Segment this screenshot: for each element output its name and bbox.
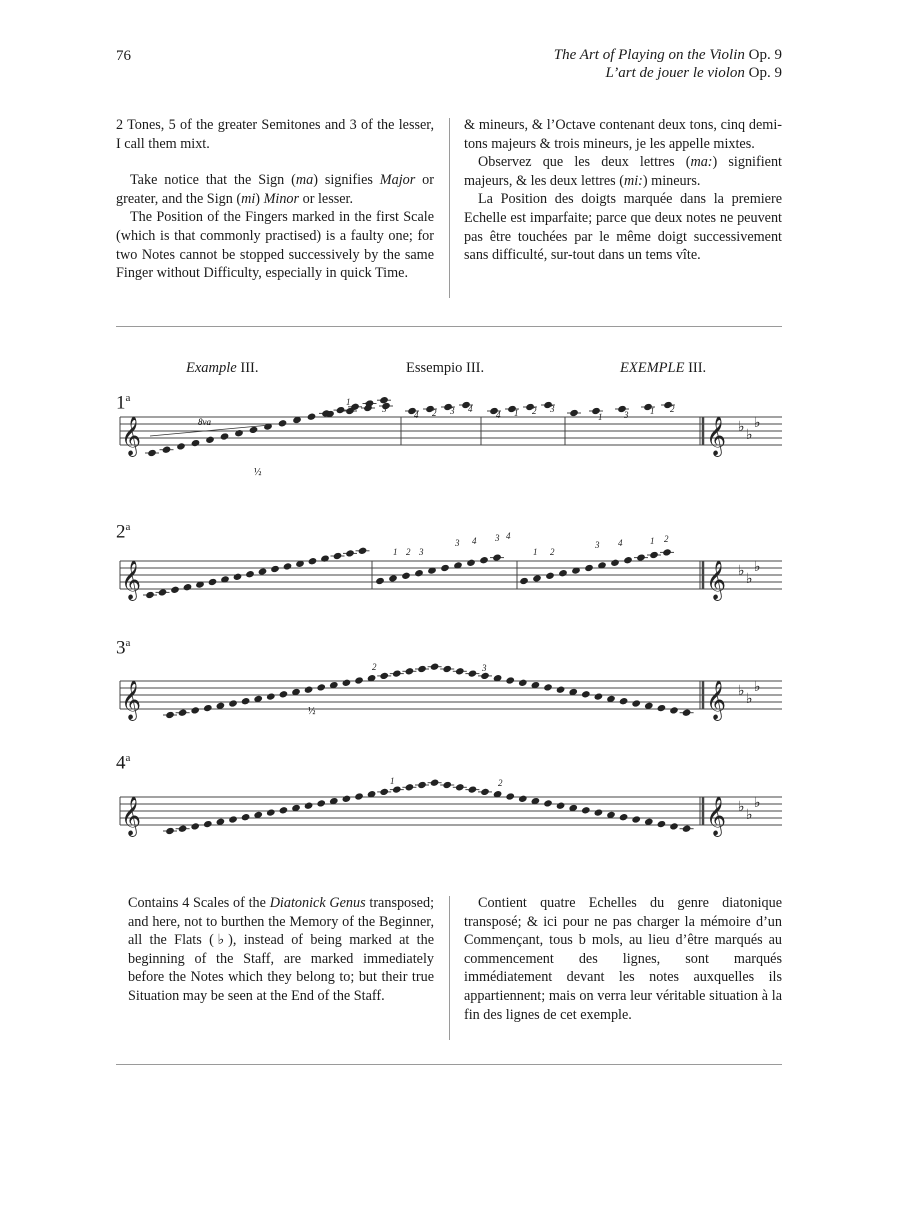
note-head	[205, 436, 215, 444]
bottom-english-column	[128, 894, 434, 1006]
note-head	[320, 554, 330, 562]
note-head	[440, 564, 450, 572]
note-head	[442, 781, 452, 789]
fingering-mark: 4	[506, 531, 511, 541]
note-head	[342, 795, 352, 803]
note-head	[333, 552, 343, 560]
note-head	[518, 795, 528, 803]
note-head	[594, 692, 604, 700]
running-head-opus-en: Op. 9	[748, 47, 782, 63]
top-english-p1: 2 Tones, 5 of the greater Semitones and 3 of the lesser, I call them mixt.	[116, 117, 434, 152]
note-head	[178, 825, 188, 833]
example-label-french: EXEMPLE III.	[620, 360, 707, 376]
note-head	[623, 556, 633, 564]
note-head	[556, 686, 566, 694]
staff-number-2: 2$^a$	[116, 521, 131, 543]
fingering-mark: 1	[393, 547, 398, 557]
fingering-mark: 4	[414, 410, 419, 420]
note-head	[455, 783, 465, 791]
note-head	[556, 802, 566, 810]
note-head	[442, 665, 452, 673]
bottom-french-column	[464, 894, 782, 1024]
note-head	[308, 557, 318, 565]
note-head	[401, 572, 411, 580]
fingering-mark: 3	[595, 540, 600, 550]
treble-clef-icon: 𝄞	[706, 682, 727, 719]
note-head	[379, 672, 389, 680]
note-head	[631, 699, 641, 707]
note-head	[662, 548, 672, 556]
fingering-mark: 1	[533, 547, 538, 557]
note-head	[190, 706, 200, 714]
flat-icon: ♭	[754, 796, 761, 811]
note-head	[392, 669, 402, 677]
fraction-mark-1: ½	[254, 467, 262, 478]
note-head	[178, 709, 188, 717]
note-head	[354, 792, 364, 800]
note-head	[519, 577, 529, 585]
staff-number-3: 3$^a$	[116, 637, 131, 659]
note-head	[569, 409, 579, 417]
note-head	[304, 802, 314, 810]
note-head	[619, 813, 629, 821]
fingering-mark: 2	[432, 408, 437, 418]
note-head	[584, 564, 594, 572]
treble-clef-icon: 𝄞	[121, 562, 142, 599]
note-head	[669, 706, 679, 714]
flat-icon: ♭	[738, 420, 745, 435]
note-head	[241, 697, 251, 705]
note-head	[165, 711, 175, 719]
fingering-mark: 3	[495, 533, 500, 543]
fingering-mark: 2	[664, 534, 669, 544]
rule-bottom	[116, 1064, 782, 1065]
note-head	[657, 704, 667, 712]
running-head-opus-fr: Op. 9	[748, 65, 782, 81]
note-head	[307, 413, 317, 421]
note-head	[379, 788, 389, 796]
note-head	[190, 822, 200, 830]
note-head	[581, 806, 591, 814]
note-head	[414, 569, 424, 577]
fingering-mark: 2	[406, 547, 411, 557]
note-head	[375, 577, 385, 585]
note-head	[270, 565, 280, 573]
note-head	[220, 432, 230, 440]
flat-icon: ♭	[738, 684, 745, 699]
staff-number-1: 1$^a$	[116, 392, 131, 414]
fingering-mark: 3	[624, 410, 629, 420]
fingering-mark: 4	[472, 536, 477, 546]
note-head	[468, 669, 478, 677]
fingering-mark: 3	[455, 538, 460, 548]
fingering-mark: 2	[364, 401, 369, 411]
fingering-mark: 1	[390, 776, 395, 786]
note-head	[208, 578, 218, 586]
fingering-mark: 3	[382, 404, 387, 414]
note-head	[145, 591, 155, 599]
flat-icon: ♭	[738, 564, 745, 579]
note-head	[203, 704, 213, 712]
flat-icon: ♭	[746, 428, 753, 443]
top-french-p2: Observez que les deux lettres (ma:) signifient majeurs, & les deux lettres (mi:) mineurs.	[464, 154, 782, 189]
note-head	[619, 697, 629, 705]
note-head	[203, 820, 213, 828]
note-head	[228, 699, 238, 707]
fingering-mark: 1	[650, 536, 655, 546]
fingering-mark: 3	[419, 547, 424, 557]
note-head	[430, 779, 440, 787]
note-head	[162, 446, 172, 454]
note-head	[266, 808, 276, 816]
treble-clef-icon: 𝄞	[121, 682, 142, 719]
treble-clef-icon: 𝄞	[121, 418, 142, 455]
top-french-p3: La Position des doigts marquée dans la premiere Echelle est imparfaite; parce que deux notes ne peuvent pas être touchées par le même doigt successivement sans difficulté, sur-tout dans un tems vîte.	[464, 191, 782, 264]
note-head	[316, 799, 326, 807]
example-label-english: Example III.	[186, 360, 259, 376]
fingering-mark: 4	[496, 410, 501, 420]
note-head	[417, 665, 427, 673]
note-head	[165, 827, 175, 835]
fingering-mark: 1	[514, 408, 519, 418]
flat-icon: ♭	[738, 800, 745, 815]
treble-clef-icon: 𝄞	[706, 562, 727, 599]
fingering-mark: 2	[498, 778, 503, 788]
note-head	[455, 667, 465, 675]
note-head	[245, 570, 255, 578]
note-head	[336, 406, 346, 414]
note-head	[479, 556, 489, 564]
flat-icon: ♭	[746, 692, 753, 707]
note-head	[518, 679, 528, 687]
fingering-mark: 1	[598, 412, 603, 422]
fingering-mark: 2	[532, 406, 537, 416]
note-head	[183, 583, 193, 591]
note-head	[304, 686, 314, 694]
treble-clef-icon: 𝄞	[706, 418, 727, 455]
top-english-p2: Take notice that the Sign (ma) signifies Major or greater, and the Sign (mi) Minor or lesser.	[116, 172, 434, 207]
fingering-mark: 1	[650, 406, 655, 416]
top-english-p3: The Position of the Fingers marked in the first Scale (which is that commonly practised) is a faulty one; for two Notes cannot be stopped successively by the same Finger without Difficulty, especially in quick Time.	[116, 209, 434, 282]
fingering-mark: 2	[670, 404, 675, 414]
note-head	[558, 569, 568, 577]
note-head	[191, 439, 201, 447]
note-head	[405, 783, 415, 791]
note-head	[610, 559, 620, 567]
note-head	[543, 799, 553, 807]
note-head	[649, 551, 659, 559]
running-head-title-en: The Art of Playing on the Violin	[553, 47, 745, 63]
top-french-p1: & mineurs, & l’Octave contenant deux tons, cinq demi-tons majeurs & trois mineurs, je les appelle mixtes.	[464, 117, 782, 152]
treble-clef-icon: 𝄞	[706, 798, 727, 835]
fraction-mark-3: ½	[308, 706, 316, 717]
note-head	[505, 792, 515, 800]
note-head	[316, 683, 326, 691]
note-head	[682, 709, 692, 717]
fingering-mark: 3	[450, 406, 455, 416]
flat-icon: ♭	[754, 680, 761, 695]
page-number: 76	[116, 48, 131, 64]
note-head	[354, 676, 364, 684]
note-head	[279, 690, 289, 698]
note-head	[545, 572, 555, 580]
note-head	[657, 820, 667, 828]
note-head	[342, 679, 352, 687]
fingering-mark: 4	[468, 404, 473, 414]
note-head	[392, 785, 402, 793]
bottom-english-text: Contains 4 Scales of the Diatonick Genus transposed; and here, not to burthen the Memory of the Beginner, all the Flats (♭), instead of being marked at the beginning of the Staff, are marked immediately before the Notes which they belong to; but their true Situation may be seen at the End of the Staff.	[128, 895, 435, 1004]
note-head	[466, 559, 476, 567]
note-head	[682, 825, 692, 833]
note-head	[417, 781, 427, 789]
staff-number-4: 4$^a$	[116, 752, 131, 774]
note-head	[468, 785, 478, 793]
note-head	[430, 663, 440, 671]
note-head	[147, 449, 157, 457]
flat-icon: ♭	[754, 560, 761, 575]
note-head	[581, 690, 591, 698]
flat-icon: ♭	[746, 572, 753, 587]
note-head	[505, 676, 515, 684]
fingering-mark: 1	[346, 397, 351, 407]
note-head	[241, 813, 251, 821]
running-head-title-fr: L’art de jouer le violon	[605, 65, 745, 81]
note-head	[228, 815, 238, 823]
flat-icon: ♭	[746, 808, 753, 823]
fingering-mark: 2	[550, 547, 555, 557]
treble-clef-icon: 𝄞	[121, 798, 142, 835]
fingering-mark: 3	[482, 663, 487, 673]
note-head	[283, 562, 293, 570]
note-head	[594, 808, 604, 816]
note-head	[233, 573, 243, 581]
note-head	[405, 667, 415, 675]
note-head	[279, 806, 289, 814]
note-head	[345, 549, 355, 557]
note-head	[631, 815, 641, 823]
note-head	[176, 442, 186, 450]
column-divider-bottom	[449, 896, 450, 1040]
note-head	[358, 547, 368, 555]
fingering-mark: 2	[372, 662, 377, 672]
note-head	[480, 788, 490, 796]
bottom-french-text: Contient quatre Echelles du genre diatonique transposé; & ici pour ne pas charger la mémoire d’un Commençant, tous b mols, au lieu d’être marqués au commencement des lignes, sont marqués immédiatement devant les notes auxquelles ils appartiennent; mais on verra leur véritable situation à la fin des lignes de cet exemple.	[464, 895, 782, 1023]
note-head	[234, 429, 244, 437]
flat-icon: ♭	[754, 416, 761, 431]
fingering-mark: 4	[618, 538, 623, 548]
fingering-mark: 3	[550, 404, 555, 414]
note-head	[543, 683, 553, 691]
note-head	[278, 419, 288, 427]
octave-mark: 8va	[198, 417, 211, 427]
note-head	[266, 692, 276, 700]
example-label-italian: Essempio III.	[406, 360, 485, 376]
note-head	[170, 586, 180, 594]
note-head	[669, 822, 679, 830]
